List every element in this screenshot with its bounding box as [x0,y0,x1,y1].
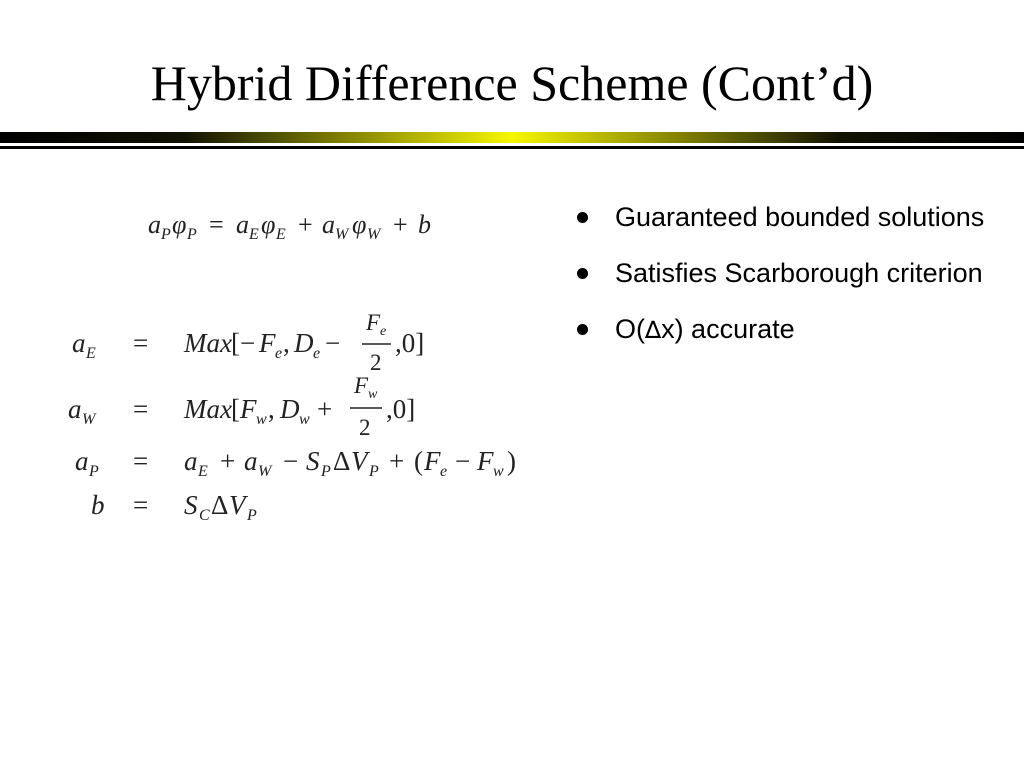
svg-text:F: F [424,446,441,476]
equation-row-b [91,490,257,524]
svg-text:[: [ [231,394,240,424]
equation-block [0,150,560,570]
equation-row-ap [75,446,516,480]
svg-text:C: C [199,507,210,524]
svg-text:): ) [507,446,516,476]
svg-text:E: E [249,226,259,243]
svg-text:F: F [477,446,494,476]
svg-text:E: E [86,345,96,362]
bullet-text: Guaranteed bounded solutions [615,202,985,232]
svg-text:W: W [258,463,272,480]
svg-text:F: F [259,328,276,358]
bullet-list [577,192,997,361]
svg-text:W: W [82,411,96,428]
svg-text:a: a [75,446,89,476]
svg-text:=: = [133,490,149,520]
main-equation [148,210,431,243]
bullet-item [577,248,997,299]
svg-text:φ: φ [261,210,276,239]
svg-text:F: F [366,310,381,335]
equation-row-aw [68,373,415,440]
slide-title: Hybrid Difference Scheme (Cont’d) [150,55,874,111]
svg-text:+: + [317,394,333,424]
equation-row-ae [72,310,424,375]
svg-text:=: = [209,210,224,239]
svg-text:S: S [306,446,320,476]
svg-text:P: P [187,226,197,243]
equation-image [0,150,560,570]
svg-text:F: F [354,373,369,398]
svg-text:a: a [322,210,335,239]
svg-text:a: a [184,446,198,476]
bullet-dot-icon [577,324,588,335]
svg-text:a: a [148,210,161,239]
svg-text:+: + [389,446,405,476]
delta-symbol: ∆ [645,316,662,344]
svg-text:2: 2 [370,350,382,375]
svg-text:a: a [244,446,258,476]
svg-text:,0]: ,0] [386,394,416,424]
svg-text:Max: Max [184,394,232,424]
svg-text:D: D [280,394,300,424]
bullet-dot-icon [577,212,588,223]
svg-text:a: a [68,394,82,424]
svg-text:+: + [393,210,408,239]
svg-text:φ: φ [352,210,367,239]
svg-text:+: + [220,446,236,476]
svg-text:V: V [351,446,368,476]
svg-text:=: = [133,328,149,358]
svg-text:P: P [89,463,99,480]
svg-text:=: = [133,446,149,476]
svg-text:2: 2 [359,415,371,440]
svg-text:φ: φ [172,210,187,239]
svg-text:e: e [440,463,448,480]
bullet-item [577,304,997,356]
svg-text:−: − [455,446,471,476]
svg-text:Δ: Δ [211,490,229,520]
svg-text:Max: Max [184,328,232,358]
svg-text:,0]: ,0] [395,328,425,358]
svg-text:W: W [367,226,381,243]
bullet-dot-icon [577,268,588,279]
svg-text:E: E [198,463,208,480]
svg-text:a: a [236,210,249,239]
svg-text:P: P [369,463,379,480]
svg-text:Δ: Δ [333,446,351,476]
bullet-text-prefix: O( [615,314,645,344]
svg-text:w: w [256,411,267,428]
svg-text:V: V [229,490,246,520]
svg-text:,: , [268,394,275,424]
title-rule-thin [0,146,1024,149]
title-rule-gradient [0,132,1024,143]
svg-text:W: W [335,226,349,243]
svg-text:−: − [325,328,341,358]
svg-text:S: S [184,490,198,520]
svg-text:b: b [418,210,431,239]
svg-text:,: , [283,328,290,358]
svg-text:b: b [91,490,105,520]
svg-text:P: P [321,463,331,480]
svg-text:e: e [313,345,321,362]
svg-text:w: w [368,387,378,402]
svg-text:=: = [133,394,149,424]
svg-text:[−: [− [231,328,256,358]
svg-text:F: F [240,394,257,424]
svg-text:P: P [161,226,171,243]
svg-text:D: D [294,328,314,358]
bullet-item [577,192,997,243]
bullet-text: Satisfies Scarborough criterion [615,258,983,288]
svg-text:e: e [275,345,283,362]
svg-text:+: + [298,210,313,239]
svg-text:a: a [72,328,86,358]
svg-text:E: E [276,226,286,243]
svg-text:e: e [380,324,387,339]
svg-text:(: ( [414,446,423,476]
bullet-text-suffix: x) accurate [661,314,795,344]
svg-text:w: w [493,463,504,480]
svg-text:−: − [283,446,299,476]
svg-text:w: w [299,411,310,428]
svg-text:P: P [247,507,257,524]
